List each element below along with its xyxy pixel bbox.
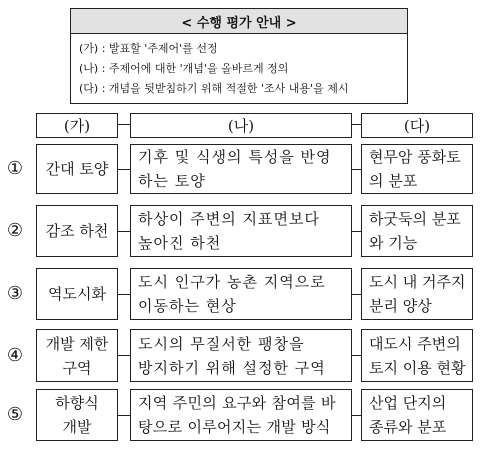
row-connector [352,415,361,416]
research-text: 도시 내 거주지 분리 양상 [369,273,466,315]
research-cell [361,329,473,382]
research-text: 산업 단지의 종류와 분포 [369,394,447,436]
concept-cell [130,268,352,320]
topic-cell [36,389,118,441]
research-text: 현무암 풍화토 의 분포 [369,148,461,190]
topic-cell [36,268,118,320]
topic-cell [36,205,118,257]
research-text: 대도시 주변의 토지 이용 현황 [369,334,466,377]
row-connector [118,415,130,416]
column-header-na: (나) [130,113,352,138]
row-connector [118,294,130,295]
concept-text: 도시 인구가 농촌 지역으로 이동하는 현상 [138,273,326,315]
header-connector [118,124,130,125]
column-header-ga: (가) [36,113,118,138]
choice-number: ④ [6,344,24,366]
row-connector [352,231,361,232]
guide-title: < 수행 평가 안내 > [71,9,407,34]
research-cell [361,205,473,257]
concept-text: 지역 주민의 요구와 참여를 바 탕으로 이루어지는 개발 방식 [138,394,336,436]
choice-number: ③ [6,282,24,304]
topic-text: 감조 하천 [45,222,109,240]
choice-number: ① [6,157,24,179]
header-connector [352,124,361,125]
row-connector [352,355,361,356]
row-connector [352,294,361,295]
row-connector [118,169,130,170]
guide-instructions [79,39,401,99]
concept-cell [130,389,352,441]
guide-line-ga: (가) : 발표할 '주제어'를 선정 [79,42,218,55]
row-connector [352,169,361,170]
research-cell [361,389,473,441]
choice-number: ⑤ [6,403,24,425]
concept-cell [130,205,352,257]
concept-text: 도시의 무질서한 팽창을 방지하기 위해 설정한 구역 [138,334,326,377]
topic-cell [36,144,118,194]
guide-line-da: (다) : 개념을 뒷받침하기 위해 적절한 '조사 내용'을 제시 [79,82,349,95]
topic-text: 역도시화 [48,285,106,303]
topic-text: 하향식 개발 [55,394,99,436]
research-text: 하굿둑의 분포 와 기능 [369,210,461,252]
research-cell [361,144,473,194]
row-connector [118,231,130,232]
row-connector [118,355,130,356]
topic-text: 간대 토양 [45,160,109,178]
concept-cell [130,144,352,194]
topic-cell [36,329,118,382]
column-header-da: (다) [361,113,473,138]
concept-cell [130,329,352,382]
assessment-guide-box [70,8,408,104]
topic-text: 개발 제한 구역 [45,334,109,377]
concept-text: 기후 및 식생의 특성을 반영 하는 토양 [138,148,332,190]
research-cell [361,268,473,320]
guide-line-na: (나) : 주제어에 대한 '개념'을 올바르게 정의 [79,62,289,75]
concept-text: 하상이 주변의 지표면보다 높아진 하천 [138,210,320,252]
choice-number: ② [6,219,24,241]
